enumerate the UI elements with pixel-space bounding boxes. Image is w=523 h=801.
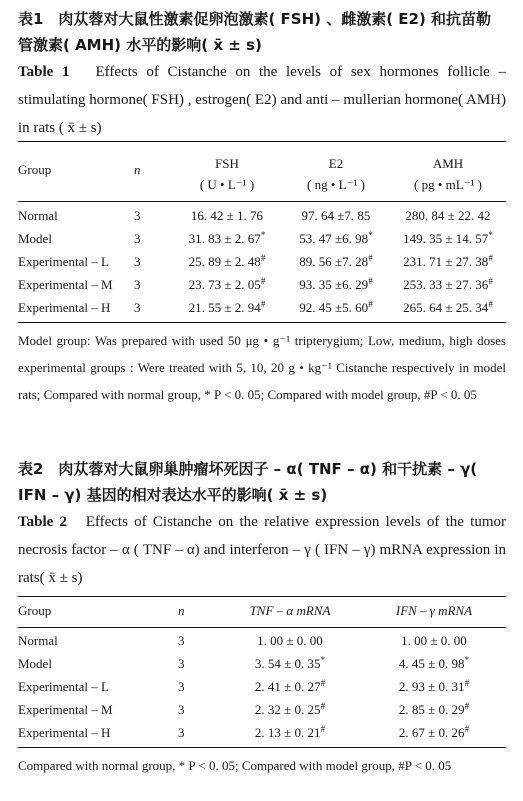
table2-note: Compared with normal group, * P < 0. 05; Compared with model group, #P < 0. 05: [18, 758, 452, 773]
table1-cell-fsh-significance-mark: #: [260, 276, 266, 286]
table2-cell-ifn: [362, 629, 506, 652]
table1-cell-e2-value: 53. 47 ±6. 98: [299, 231, 369, 246]
table1-cell-amh-value: 149. 35 ± 14. 57: [403, 231, 489, 246]
table1-cell-fsh: [172, 250, 282, 273]
table2-cell-tnf-significance-mark: #: [320, 701, 326, 711]
table2-cell-ifn: [362, 721, 506, 744]
table1-cell-e2-significance-mark: #: [368, 299, 373, 309]
table1-cell-fsh: [172, 273, 282, 296]
table1-cell-amh: [390, 273, 506, 296]
table1-cell-e2-value: 89. 56 ±7. 28: [299, 254, 369, 269]
table1-grid: [18, 142, 506, 319]
table2-cell-n: [178, 629, 218, 652]
table2-caption-en: [18, 508, 506, 592]
table1-cell-group: [18, 227, 134, 250]
table2-cell-tnf-significance-mark: *: [320, 655, 326, 665]
table2-cell-ifn: [362, 652, 506, 675]
table1-caption: [18, 6, 506, 142]
table2-header-tnf: TNF – α mRNA: [249, 603, 331, 618]
table1-cell-group: [18, 273, 134, 296]
table2-cell-ifn-significance-mark: #: [464, 701, 470, 711]
table1-cell-e2: [282, 296, 390, 319]
table1-cell-fsh-value: 16. 42 ± 1. 76: [190, 208, 264, 223]
table2-cell-tnf: [218, 675, 362, 698]
table1-caption-label: Table 1: [18, 64, 70, 80]
table2-cell-group: [18, 721, 178, 744]
table1-row: [18, 204, 506, 227]
table1-cell-amh: [390, 227, 506, 250]
table1-cell-n-value: 3: [134, 230, 141, 246]
table1-header-rule: [18, 201, 506, 202]
table2-cell-ifn-value: 1. 00 ± 0. 00: [401, 633, 467, 648]
table1-cell-n-value: 3: [134, 276, 141, 292]
table1-row: [18, 273, 506, 296]
table1-cell-fsh: [172, 227, 282, 250]
table1-cell-n: [134, 250, 172, 273]
table2: [18, 596, 506, 779]
table1-cell-fsh-value: 21. 55 ± 2. 94: [188, 300, 261, 315]
table2-cell-group: [18, 629, 178, 652]
table1-header-amh: AMH: [432, 156, 464, 171]
table1-cell-e2-significance-mark: *: [368, 230, 373, 240]
table2-caption-label: Table 2: [18, 514, 68, 530]
table1-cell-e2: [282, 273, 390, 296]
table1-cell-amh-value: 231. 71 ± 27. 38: [403, 254, 489, 269]
table1-row: [18, 227, 506, 250]
table1-cell-n: [134, 227, 172, 250]
table1-cell-group: [18, 296, 134, 319]
table1-cell-amh-significance-mark: #: [488, 253, 493, 263]
table2-cell-tnf-value: 2. 32 ± 0. 25: [254, 702, 321, 717]
table2-cell-n-value: 3: [178, 678, 185, 694]
table2-row: [18, 721, 506, 744]
table2-cell-tnf-value: 3. 54 ± 0. 35: [254, 656, 321, 671]
table1-cell-fsh: [172, 296, 282, 319]
table2-cell-tnf: [218, 721, 362, 744]
table2-cell-tnf-significance-mark: #: [320, 724, 326, 734]
table1-cell-fsh-significance-mark: #: [260, 253, 266, 263]
table2-cell-tnf: [218, 652, 362, 675]
table1-header-e2: E2: [328, 156, 344, 171]
table2-header-ifn: IFN – γ mRNA: [395, 603, 473, 618]
table1-cell-group-value: Experimental – H: [18, 299, 111, 315]
table1-caption-en: [18, 58, 506, 142]
table1-header-e2-unit: ( ng • L⁻¹ ): [307, 177, 365, 192]
table1-cell-e2: [282, 250, 390, 273]
table2-cell-n-value: 3: [178, 701, 185, 717]
table2-cell-ifn-value: 4. 45 ± 0. 98: [398, 656, 465, 671]
table1-row: [18, 250, 506, 273]
table1-cell-group-value: Experimental – L: [18, 253, 109, 269]
table2-header-rule: [18, 627, 506, 628]
table1-cell-n: [134, 296, 172, 319]
table2-row: [18, 675, 506, 698]
table1-cell-amh-value: 253. 33 ± 27. 36: [403, 277, 489, 292]
table1-cell-e2-significance-mark: #: [368, 253, 373, 263]
table1-cell-n-value: 3: [134, 207, 141, 223]
table1-header-amh-unit: ( pg • mL⁻¹ ): [413, 177, 483, 192]
table1-cell-e2: [282, 227, 390, 250]
table1-cell-amh-significance-mark: #: [488, 299, 493, 309]
table2-cell-group-value: Experimental – L: [18, 678, 109, 694]
table2-caption-cn: 表2 肉苁蓉对大鼠卵巢肿瘤坏死因子 – α( TNF – α) 和干扰素 – γ( IFN – γ) 基因的相对表达水平的影响( x̄ ± s): [18, 460, 478, 504]
table2-cell-n-value: 3: [178, 632, 185, 648]
table2-caption-text: Effects of Cistanche on the relative expression levels of the tumor necrosis factor – α ( TNF – α) and interferon – γ ( IFN – γ) mRNA expression in rats( x̄ ± s): [18, 514, 507, 586]
table1-cell-n-value: 3: [134, 253, 141, 269]
table1-cell-amh-value: 280. 84 ± 22. 42: [405, 208, 491, 223]
table1-cell-n-value: 3: [134, 299, 141, 315]
table2-cell-ifn-value: 2. 67 ± 0. 26: [398, 725, 465, 740]
table1-note: Model group: Was prepared with used 50 μg • g⁻¹ tripterygium; Low, medium, high doses experimental groups : Were treated with 5, 10, 20 g • kg⁻¹ Cistanche respectively in model rats; Compared with normal group, * P < 0. 05; Compared with model group, #P < 0. 05: [18, 333, 506, 402]
table2-cell-n: [178, 675, 218, 698]
table1-caption-cn: 表1 肉苁蓉对大鼠性激素促卵泡激素( FSH) 、雌激素( E2) 和抗苗勒管激素( AMH) 水平的影响( x̄ ± s): [18, 10, 492, 54]
table2-row: [18, 652, 506, 675]
table2-row: [18, 629, 506, 652]
table1-cell-e2-value: 93. 35 ±6. 29: [299, 277, 369, 292]
table2-cell-ifn-significance-mark: *: [464, 655, 470, 665]
table2-cell-group-value: Experimental – H: [18, 724, 111, 740]
table1-cell-group-value: Experimental – M: [18, 276, 113, 292]
table2-cell-group-value: Normal: [18, 632, 58, 648]
table1-cell-group: [18, 204, 134, 227]
table1-cell-amh: [390, 296, 506, 319]
table1-cell-fsh: [172, 204, 282, 227]
table2-header-group: Group: [18, 603, 52, 618]
table2-header-n: n: [178, 603, 185, 618]
table1-cell-e2-value: 97. 64 ±7. 85: [301, 208, 371, 223]
table1-cell-amh-significance-mark: *: [488, 230, 493, 240]
table1-header-n: n: [134, 162, 141, 177]
table1-header-fsh: FSH: [215, 156, 239, 171]
table2-cell-tnf-value: 2. 13 ± 0. 21: [254, 725, 321, 740]
table1-cell-group: [18, 250, 134, 273]
table1-cell-amh-significance-mark: #: [488, 276, 493, 286]
table2-cell-tnf: [218, 698, 362, 721]
table1-cell-e2-significance-mark: #: [368, 276, 373, 286]
table1: [18, 141, 506, 408]
table1-cell-fsh-value: 25. 89 ± 2. 48: [188, 254, 261, 269]
table2-cell-n: [178, 698, 218, 721]
table1-header-fsh-unit: ( U • L⁻¹ ): [199, 177, 255, 192]
table1-cell-fsh-value: 31. 83 ± 2. 67: [188, 231, 261, 246]
table1-cell-amh-value: 265. 64 ± 25. 34: [403, 300, 489, 315]
table2-cell-ifn-significance-mark: #: [464, 678, 470, 688]
table2-cell-tnf-value: 2. 41 ± 0. 27: [254, 679, 321, 694]
table1-cell-n: [134, 273, 172, 296]
table2-cell-ifn: [362, 675, 506, 698]
table1-cell-group-value: Model: [18, 230, 52, 246]
table2-cell-ifn-significance-mark: #: [464, 724, 470, 734]
table2-cell-n: [178, 652, 218, 675]
table1-cell-amh: [390, 204, 506, 227]
table2-cell-group-value: Experimental – M: [18, 701, 113, 717]
table2-cell-tnf-value: 1. 00 ± 0. 00: [257, 633, 323, 648]
table2-cell-ifn: [362, 698, 506, 721]
table2-cell-tnf-significance-mark: #: [320, 678, 326, 688]
table1-cell-amh: [390, 250, 506, 273]
table2-cell-tnf: [218, 629, 362, 652]
table1-header-group: Group: [18, 162, 52, 177]
table1-caption-text: Effects of Cistanche on the levels of sex hormones follicle – stimulating hormone( FSH) , estrogen( E2) and anti – mullerian hormone( AMH) in rats ( x̄ ± s): [18, 64, 506, 136]
table2-cell-group: [18, 675, 178, 698]
table1-row: [18, 296, 506, 319]
table1-cell-n: [134, 204, 172, 227]
table2-row: [18, 698, 506, 721]
table1-cell-fsh-significance-mark: #: [260, 299, 266, 309]
table2-cell-ifn-value: 2. 85 ± 0. 29: [398, 702, 465, 717]
table2-cell-n: [178, 721, 218, 744]
table1-cell-fsh-significance-mark: *: [260, 230, 266, 240]
table2-cell-n-value: 3: [178, 724, 185, 740]
table1-cell-e2: [282, 204, 390, 227]
table1-cell-fsh-value: 23. 73 ± 2. 05: [188, 277, 261, 292]
table2-cell-n-value: 3: [178, 655, 185, 671]
table2-cell-ifn-value: 2. 93 ± 0. 31: [398, 679, 465, 694]
table2-caption: [18, 456, 506, 592]
table2-grid: [18, 597, 506, 744]
table1-cell-e2-value: 92. 45 ±5. 60: [299, 300, 369, 315]
table2-cell-group: [18, 652, 178, 675]
table2-cell-group-value: Model: [18, 655, 52, 671]
table2-cell-group: [18, 698, 178, 721]
table1-cell-group-value: Normal: [18, 207, 58, 223]
table2-bottom-rule: [18, 747, 506, 748]
table1-bottom-rule: [18, 322, 506, 323]
